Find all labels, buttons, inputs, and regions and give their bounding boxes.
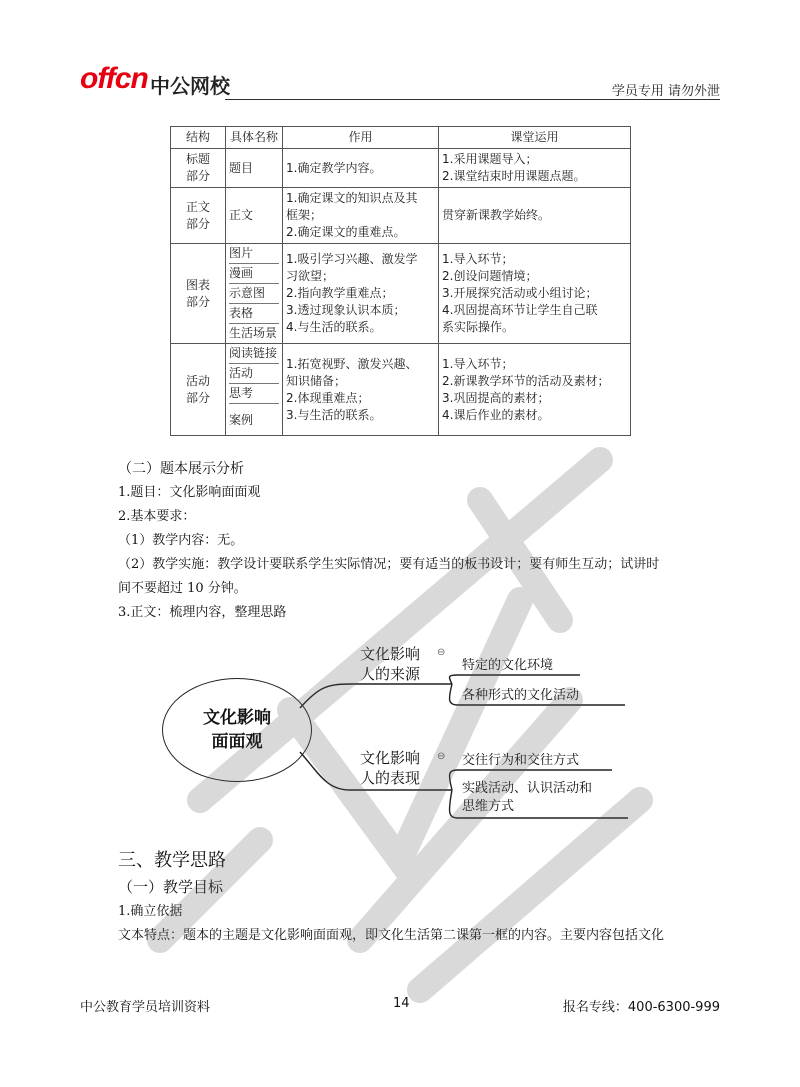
- cell-line: 标题: [185, 152, 210, 166]
- cell-line: 框架；: [286, 208, 323, 222]
- cell-line: 系实际操作。: [442, 320, 515, 334]
- footer-right: 报名专线：400-6300-999: [562, 1000, 720, 1015]
- cell-line: 1.吸引学习兴趣、激发学: [286, 252, 418, 266]
- cell-line: 4.巩固提高环节让学生自己联: [442, 303, 598, 317]
- mindmap-leaf: 交往行为和交往方式: [462, 753, 580, 768]
- cell-line: 表格: [229, 304, 279, 324]
- mindmap-branch: [350, 644, 430, 684]
- collapse-toggle-icon[interactable]: ⊖: [437, 647, 446, 658]
- cell-line: 习欲望；: [286, 269, 335, 283]
- cell-line: 2.课堂结束时用课题点题。: [442, 169, 586, 183]
- cell-line: 示意图: [229, 284, 279, 304]
- table-header: 课堂运用: [439, 127, 631, 149]
- cell-line: 部分: [185, 169, 210, 183]
- page-number: 14: [393, 996, 410, 1011]
- mindmap-center-text: 文化影响: [203, 708, 271, 728]
- cell-line: 1.导入环节；: [442, 252, 514, 266]
- cell-line: 1.确定教学内容。: [286, 160, 382, 175]
- mindmap-leaf: 思维方式: [462, 799, 515, 814]
- mindmap-branch-text: 人的来源: [359, 665, 420, 683]
- paragraph: 文本特点：题本的主题是文化影响面面观，即文化生活第二课第一框的内容。主要内容包括文化: [118, 928, 665, 943]
- cell-line: 正文: [229, 208, 254, 222]
- cell-line: 知识储备；: [286, 373, 347, 388]
- table-header: 结构: [171, 127, 226, 149]
- cell-line: 2.体现重难点；: [286, 390, 370, 405]
- cell-line: 题目: [229, 160, 254, 175]
- mindmap-branch-text: 文化影响: [359, 645, 420, 663]
- cell-line: 3.与生活的联系。: [286, 407, 382, 422]
- cell-line: 3.巩固提高的素材；: [442, 390, 550, 405]
- cell-line: 部分: [185, 216, 210, 231]
- paragraph: 3.正文：梳理内容，整理思路: [118, 605, 287, 620]
- section-heading: （二）题本展示分析: [118, 461, 244, 477]
- cell-line: 漫画: [229, 264, 279, 284]
- cell-line: 正文: [185, 199, 210, 214]
- cell-line: 部分: [185, 294, 210, 309]
- table-header: 具体名称: [226, 127, 283, 149]
- cell-line: 图片: [229, 244, 279, 264]
- cell-line: 思考: [229, 384, 279, 404]
- cell-line: 案例: [229, 413, 254, 427]
- cell-line: 2.确定课文的重难点。: [286, 225, 406, 239]
- paragraph: （1）教学内容：无。: [118, 533, 244, 548]
- mindmap-branch: [350, 748, 430, 788]
- cell-line: 图表: [185, 277, 210, 292]
- cell-line: 4.与生活的联系。: [286, 320, 382, 334]
- cell-line: 4.课后作业的素材。: [442, 407, 550, 422]
- cell-line: 贯穿新课教学始终。: [442, 208, 551, 222]
- header-notice: 学员专用 请勿外泄: [611, 84, 720, 99]
- logo-chinese-name: 中公网校: [150, 74, 230, 98]
- footer-left: 中公教育学员培训资料: [80, 1000, 211, 1015]
- cell-line: 1.拓宽视野、激发兴趣、: [286, 356, 418, 371]
- cell-line: 活动: [185, 373, 210, 388]
- mindmap-branch-text: 人的表现: [359, 769, 420, 787]
- paragraph: 间不要超过 10 分钟。: [118, 581, 247, 596]
- mindmap-central-topic: [162, 678, 312, 782]
- mindmap-leaf: 实践活动、认识活动和: [462, 781, 593, 796]
- mindmap-branch-text: 文化影响: [359, 749, 420, 767]
- cell-line: 阅读链接: [229, 344, 279, 364]
- paragraph: （2）教学实施：教学设计要联系学生实际情况；要有适当的板书设计；要有师生互动；试讲时: [118, 557, 660, 572]
- mindmap-leaf: 特定的文化环境: [462, 658, 554, 673]
- offcn-logo: offcn: [80, 62, 148, 95]
- cell-line: 2.指向教学重难点；: [286, 286, 394, 300]
- section-title: 三、教学思路: [118, 850, 226, 871]
- cell-line: 部分: [185, 390, 210, 405]
- cell-line: 1.采用课题导入；: [442, 152, 538, 166]
- cell-line: 2.新课教学环节的活动及素材；: [442, 373, 610, 388]
- cell-line: 1.确定课文的知识点及其: [286, 191, 418, 205]
- cell-line: 2.创设问题情境；: [442, 269, 538, 283]
- subsection-title: （一）教学目标: [118, 878, 224, 896]
- mindmap-leaf: 各种形式的文化活动: [462, 688, 580, 703]
- cell-line: 生活场景: [229, 326, 278, 340]
- paragraph: 1.题目：文化影响面面观: [118, 485, 261, 500]
- mindmap-center-text: 面面观: [211, 732, 263, 752]
- cell-line: 3.透过现象认识本质；: [286, 303, 406, 317]
- cell-line: 3.开展探究活动或小组讨论；: [442, 286, 598, 300]
- paragraph: 2.基本要求：: [118, 509, 196, 524]
- paragraph: 1.确立依据: [118, 904, 183, 919]
- table-header: 作用: [283, 127, 439, 149]
- cell-line: 活动: [229, 364, 279, 384]
- collapse-toggle-icon[interactable]: ⊖: [437, 751, 446, 762]
- cell-line: 1.导入环节；: [442, 356, 514, 371]
